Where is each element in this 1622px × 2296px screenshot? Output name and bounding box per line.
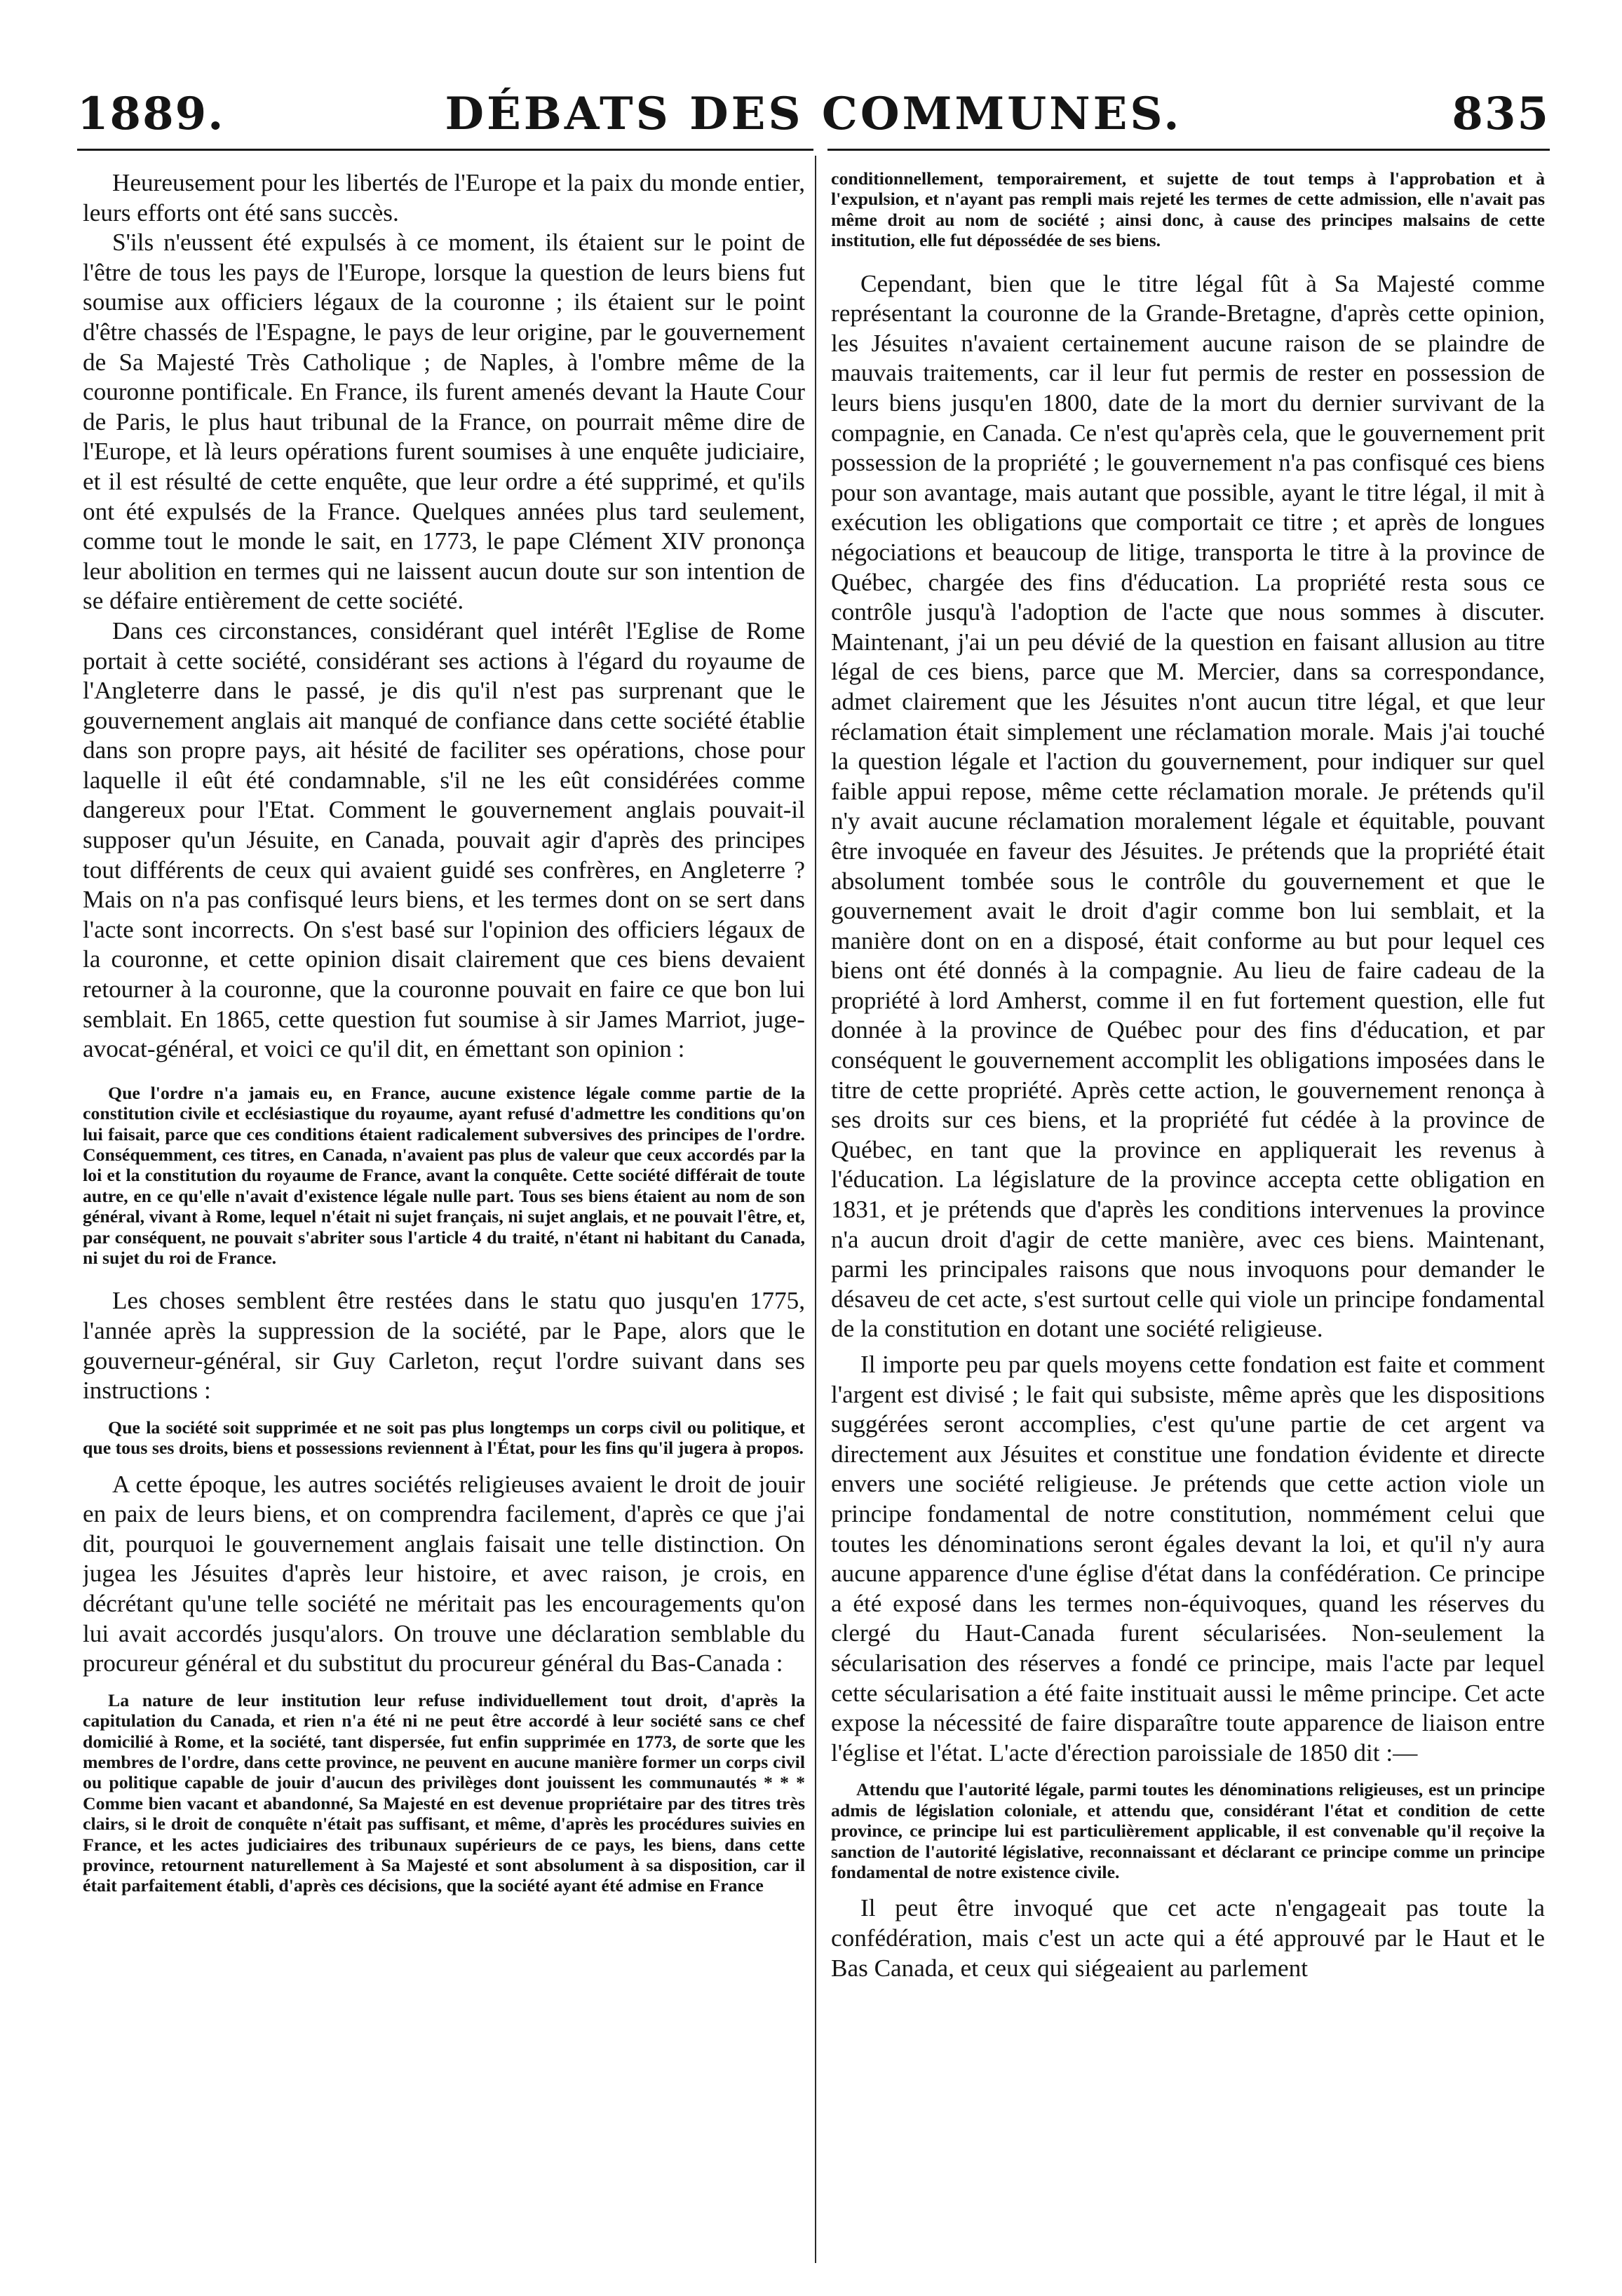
left-quote-instructions: Que la société soit supprimée et ne soit pas plus longtemps un corps civil ou politique, et que tous ses droits, biens et possessions reviennent à l'État, pour les fins qu'il jugera à propos. (83, 1417, 805, 1459)
header-page-number: 835 (1452, 88, 1550, 140)
left-paragraph-3: Dans ces circonstances, considérant quel intérêt l'Eglise de Rome portait à cette société, considérant ses actions à l'égard du royaume de l'Angleterre dans le passé, je dis qu'il n'est pas surprenant que le gouvernement anglais ait manqué de confiance dans cette société établie dans son propre pays, ait hésité de faciliter ses opérations, chose pour laquelle il eût été condamnable, s'il ne les eût considérées comme dangereux pour l'Etat. Comment le gouvernement anglais pouvait-il supposer qu'un Jésuite, en Canada, pouvait agir d'après des principes tout différents de ceux qui avaient guidé ses confrères, en Angleterre ? Mais on n'a pas confisqué leurs biens, et les termes dont on se sert dans l'acte sont incorrects. On s'est basé sur l'opinion des officiers légaux de la couronne, et cette opinion disait clairement que ces biens devaient retourner à la couronne, que la couronne pouvait en faire ce que bon lui semblait. En 1865, cette question fut soumise à sir James Marriot, juge-avocat-général, et voici ce qu'il dit, en émettant son opinion : (83, 616, 805, 1063)
header-year: 1889. (77, 88, 225, 140)
left-paragraph-2: S'ils n'eussent été expulsés à ce moment, ils étaient sur le point de l'être de tous les pays de l'Europe, lorsque la question de leurs biens fut soumise aux officiers légaux de la couronne ; ils étaient sur le point d'être chassés de l'Espagne, le pays de leur origine, par le gouvernement de Sa Majesté Très Catholique ; de Naples, à l'ombre même de la couronne pontificale. En France, ils furent amenés devant la Haute Cour de Paris, le plus haut tribunal de la France, on pourrait même dire de l'Europe, et là leurs opérations furent soumises à une enquête judiciaire, et il est résulté de cette enquête, que leur ordre a été supprimé, et qu'ils ont été expulsés de la France. Quelques années plus tard seulement, comme tout le monde le sait, en 1773, le pape Clément XIV prononça leur abolition en termes qui ne laissent aucun doute sur son intention de se défaire entièrement de cette société. (83, 229, 805, 615)
right-quote-act-1850: Attendu que l'autorité légale, parmi toutes les dénominations religieuses, est un principe admis de législation coloniale, et attendu que, considérant l'état et condition de cette province, ce principe lui est particulièrement applicable, il est convenable qu'il reçoive la sanction de l'autorité législative, reconnaissant et déclarant ce principe comme un principe fondamental de notre existence civile. (831, 1779, 1545, 1882)
header-rule-left (77, 149, 813, 151)
left-quote-procureur: La nature de leur institution leur refuse individuellement tout droit, d'après la capitulation du Canada, et rien n'a été ni ne peut être accordé à leur société sans ce chef domicilié à Rome, et la société, tant dispersée, fut enfin supprimée en 1773, de sorte que les membres de l'ordre, dans cette province, ne peuvent en aucune manière former un corps civil ou politique capable de jouir d'aucun des privilèges dont jouissent les communautés * * * Comme bien vacant et abandonné, Sa Majesté en est devenue propriétaire par des titres très clairs, si le droit de conquête n'était pas suffisant, et même, d'après les procédures suivies en France, et les actes judiciaires des tribunaux supérieurs de ce pays, les biens, dans cette province, retournent naturellement à Sa Majesté et sont absolument à sa disposition, car il était parfaitement établi, d'après ces décisions, que la société ayant été admise en France (83, 1689, 805, 1896)
header-rule-right (827, 149, 1550, 151)
right-paragraph-1: Cependant, bien que le titre légal fût à Sa Majesté comme représentant la couronne de la Grande-Bretagne, d'après cette opinion, les Jésuites n'avaient certainement aucune raison de se plaindre de mauvais traitements, car il leur fut permis de rester en possession de leurs biens jusqu'en 1800, date de la mort du dernier survivant de la compagnie, en Canada. Ce n'est qu'après cela, que le gouvernement prit possession de la propriété ; le gouvernement n'a pas confisqué ces biens pour son avantage, mais autant que possible, ayant le titre légal, il mit à exécution les obligations que comportait ce titre ; et après de longues négociations et beaucoup de litige, transporta le titre à la province de Québec, chargée des fins d'éducation. La propriété resta sous ce contrôle jusqu'à l'adoption de l'acte que nous sommes à discuter. Maintenant, j'ai un peu dévié de la question en faisant allusion au titre légal de ces biens, parce que M. Mercier, dans sa correspondance, admet clairement que les Jésuites n'ont aucun titre légal, et que leur réclamation était simplement une réclamation morale. Mais j'ai touché la question légale et l'action du gouvernement, pour indiquer sur quel faible appui repose, même cette réclamation morale. Je prétends qu'il n'y avait aucune réclamation moralement légale et équitable, pouvant être invoquée en faveur des Jésuites. Je prétends que la propriété était absolument tombée sous le contrôle du gouvernement et que le gouvernement avait le droit d'agir comme bon lui semblait, et la manière dont on en a disposé, était conforme au but pour lequel ces biens ont été donnés à la compagnie. Au lieu de faire cadeau de la propriété à lord Amherst, comme il en fut fortement question, elle fut donnée à la province de Québec pour des fins d'éducation, et par conséquent le gouvernement accomplit les obligations imposées dans le titre de cette propriété. Après cette action, le gouvernement renonça à ses droits sur ces biens, et la propriété fut cédée à la province de Québec, en tant que la province en appliquerait les revenus à l'éducation. La législature de la province accepta cette obligation en 1831, et je prétends que d'après les conditions intervenues la province n'a aucun droit d'agir de cette manière, avec ces biens. Maintenant, parmi les principales raisons que nous invoquons pour demander le désaveu de cet acte, s'est surtout celle qui viole un principe fondamental de la constitution en dotant une société religieuse. (831, 269, 1545, 1343)
left-paragraph-5: A cette époque, les autres sociétés religieuses avaient le droit de jouir en paix de leurs biens, et on comprendra facilement, d'après ce que j'ai dit, pourquoi le gouvernement anglais faisait une telle distinction. On jugea les Jésuites d'après leur histoire, et avec raison, je crois, en décrétant qu'une telle société ne méritait pas les encouragements qu'on lui avait accordés jusqu'alors. On trouve une déclaration semblable du procureur général et du substitut du procureur général du Bas-Canada : (83, 1470, 805, 1677)
left-paragraph-1: Heureusement pour les libertés de l'Europe et la paix du monde entier, leurs efforts ont été sans succès. (83, 169, 805, 227)
right-paragraph-3: Il peut être invoqué que cet acte n'engageait pas toute la confédération, mais c'est un acte qui a été approuvé par le Haut et le Bas Canada, et ceux qui siégeaient au parlement (831, 1894, 1545, 1982)
left-paragraph-4: Les choses semblent être restées dans le statu quo jusqu'en 1775, l'année après la suppression de la société, par le Pape, alors que le gouverneur-général, sir Guy Carleton, reçut l'ordre suivant dans ses instructions : (83, 1287, 805, 1405)
right-paragraph-2: Il importe peu par quels moyens cette fondation est faite et comment l'argent est divisé ; le fait qui subsiste, même après que les dispositions suggérées seront accomplies, c'est qu'une partie de cet argent va directement aux Jésuites et constitue une fondation évidente et directe envers une société religieuse. Je prétends que cette action viole un principe fondamental de notre constitution, nommément celui que toutes les dénominations seront égales devant la loi, et qu'il n'y aura aucune apparence d'une église d'état dans la confédération. Ce principe a été exposé dans les termes non-équivoques, quand les réserves du clergé du Haut-Canada furent sécularisées. Non-seulement la sécularisation des réserves a fondé ce principe, mais l'acte par lequel cette sécularisation a été faite instituait aussi le même principe. Cet acte expose la nécessité de faire disparaître toute apparence de liaison entre l'église et l'état. L'acte d'érection paroissiale de 1850 dit :— (831, 1351, 1545, 1767)
header-title: DÉBATS DES COMMUNES. (445, 88, 1182, 140)
left-quote-marriot: Que l'ordre n'a jamais eu, en France, aucune existence légale comme partie de la constitution civile et ecclésiastique du royaume, ayant refusé d'admettre les conditions qu'on lui faisait, parce que ces conditions étaient radicalement subversives des principes de l'ordre. Conséquemment, ces titres, en Canada, n'avaient pas plus de valeur que ceux accordés par la loi et la constitution du royaume de France, avant la conquête. Cette société différait de toute autre, en ce qu'elle n'avait d'existence légale nulle part. Tous ses biens étaient au nom de son général, vivant à Rome, lequel n'était ni sujet français, ni sujet anglais, et ne pouvait l'être, et, par conséquent, ne pouvait s'abriter sous l'article 4 du traité, n'étant ni habitant du Canada, ni sujet du roi de France. (83, 1082, 805, 1269)
left-column (83, 168, 805, 2265)
right-column (831, 168, 1545, 2265)
right-quote-continued: conditionnellement, temporairement, et sujette de tout temps à l'approbation et à l'expulsion, et n'ayant pas rempli mais rejeté les termes de cette admission, elle n'avait pas même droit au nom de société ; ainsi donc, à cause des principes malsains de cette institution, elle fut dépossédée de ses biens. (831, 168, 1545, 251)
column-divider (815, 156, 816, 2263)
page-header (77, 83, 1550, 146)
